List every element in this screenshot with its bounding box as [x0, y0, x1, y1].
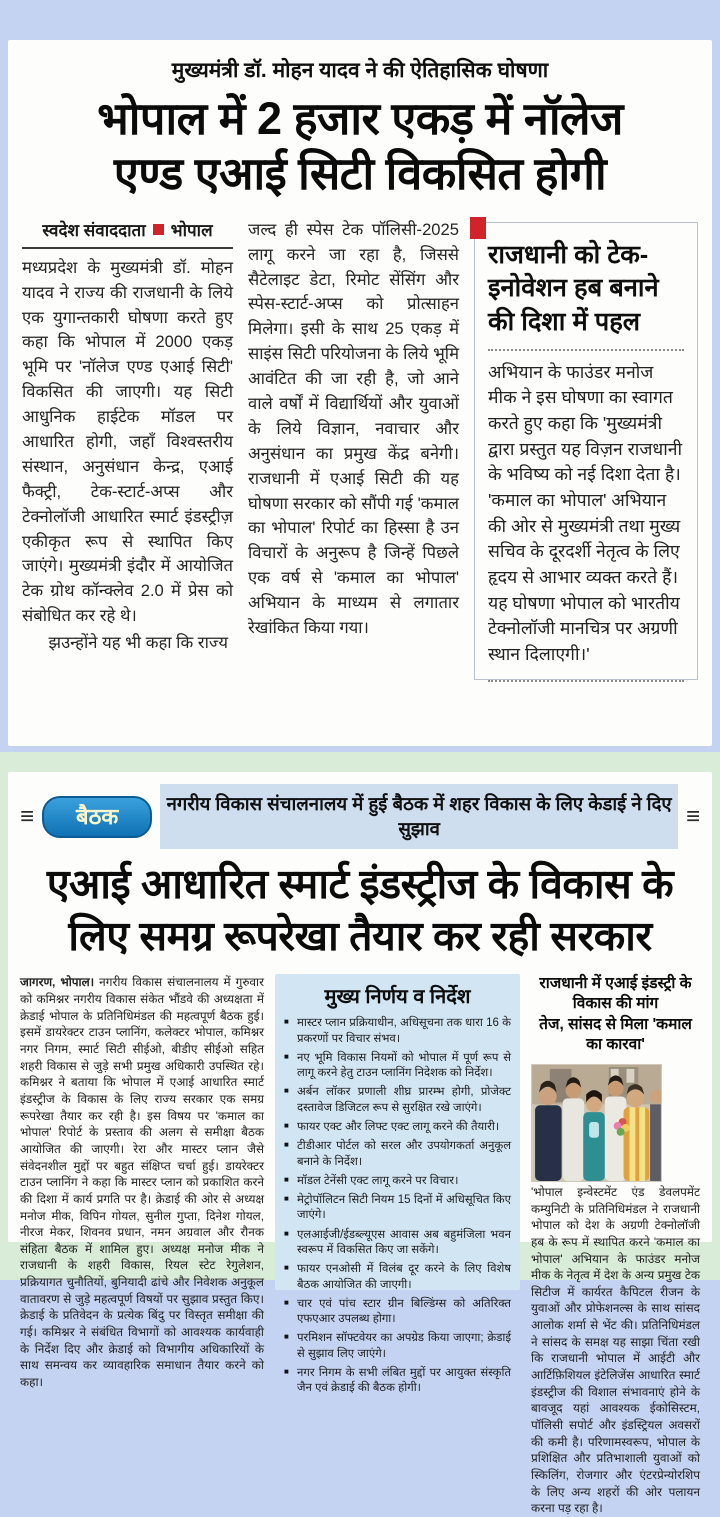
top-body-paragraph-3: जल्द ही स्पेस टेक पॉलिसी-2025 लागू करने जा रहा है, जिससे सैटेलाइट डेटा, रिमोट सेंसिंग और स्पेस-स्टार्ट-अप्स को प्रोत्साहन मिलेगा। इसी के साथ 25 एकड़ में साइंस सिटी परियोजना के लिये भूमि आवंटित की जा रही है, जो आने वाले वर्षों में विद्यार्थियों और युवाओं के लिये विज्ञान, नवाचार और अनुसंधान का प्रमुख केंद्र बनेगी। राजधानी में एआई सिटी की यह घोषणा सरकार को सौंपी गई 'कमाल का भोपाल' रिपोर्ट का हिस्सा है उन विचारों के अनुरूप है जिन्हें पिछले एक वर्ष से 'कमाल का भोपाल' अभियान के माध्यम से लगातार रेखांकित किया गया। [248, 219, 459, 638]
top-article-card [8, 40, 712, 746]
rule-bars-left-icon: ≡ [20, 802, 35, 830]
bottom-article-section [0, 752, 720, 1516]
right-column-body: 'भोपाल इन्वेस्टमेंट एंड डेवलपमेंट कम्युनिटी के प्रतिनिधिमंडल ने राजधानी भोपाल को देश के अग्रणी टेक्नोलॉजी हब के रूप में स्थापित करने 'कमाल का भोपाल' अभियान के फाउंडर मनोज मीक के नेतृत्व में देश के अन्य प्रमुख टेक सिटीज में कार्यरत कैपिटल रीजन के युवाओं और प्रोफेशनल्स के साथ सांसद आलोक शर्मा से भेंट की। प्रतिनिधिमंडल ने सांसद के समक्ष यह साझा चिंता रखी कि राजधानी भोपाल में आईटी और आर्टिफ़िशियल इंटेलिजेंस आधारित स्मार्ट इंडस्ट्रीज की विशाल संभावनाएं होने के बावजूद यहां आवश्यक ईकोसिस्टम, पॉलिसी सपोर्ट और इंडस्ट्रियल अवसरों की कमी है। परिणामस्वरूप, भोपाल के प्रशिक्षित और प्रतिभाशाली युवाओं को स्किलिंग, रोजगार और एंटरप्रेन्योरशिप के लिए अन्य शहरों की ओर पलायन करना पड़ रहा है। [531, 1184, 700, 1516]
key-decision-item: ■ मॉडल टेनेंसी एक्ट लागू करने पर विचार। [284, 1174, 511, 1189]
right-heading-line1: राजधानी में एआई इंडस्ट्री के विकास की मांग [539, 975, 692, 1013]
top-article-columns [22, 218, 698, 680]
top-article-column-1 [22, 218, 233, 680]
right-heading-line2: तेज, सांसद से मिला 'कमाल का कारवा' [539, 1015, 692, 1053]
bottom-headline-line2: लिए समग्र रूपरेखा तैयार कर रही सरकार [68, 912, 652, 959]
byline [22, 218, 233, 249]
bottom-headline [20, 859, 700, 962]
rule-bars-right-icon: ≡ [685, 802, 700, 830]
key-decisions-box [275, 974, 520, 1395]
red-corner-icon [470, 217, 486, 239]
key-decision-item: ■ फायर एनओसी में विलंब दूर करने के लिए विशेष बैठक आयोजित की जाएगी। [284, 1262, 511, 1293]
top-kicker: मुख्यमंत्री डॉ. मोहन यादव ने की ऐतिहासिक घोषणा [171, 59, 549, 82]
key-decision-item: ■ परमिशन सॉफ्टवेयर का अपग्रेड किया जाएगा; क्रेडाई से सुझाव लिए जाएंगे। [284, 1331, 511, 1362]
key-decision-item: ■ नए भूमि विकास नियमों को भोपाल में पूर्ण रूप से लागू करने हेतु टाउन प्लानिंग निदेशक को निर्देश। [284, 1051, 511, 1082]
key-decision-item: ■ मेट्रोपॉलिटन सिटी नियम 15 दिनों में अधिसूचित किए जाएंगे। [284, 1193, 511, 1224]
top-headline-line1: भोपाल में 2 हजार एकड़ में नॉलेज [97, 93, 623, 144]
key-decision-item: ■ टीडीआर पोर्टल को सरल और उपयोगकर्ता अनुकूल बनाने के निर्देश। [284, 1139, 511, 1170]
sidebar-title-line1: राजधानी को टेक- [488, 240, 649, 269]
key-decisions-title: मुख्य निर्णय व निर्देश [324, 986, 471, 1009]
sidebar-title-line2: इनोवेशन हब बनाने [488, 274, 659, 303]
bottom-left-body: नगरीय विकास संचालनालय में गुरुवार को कमिश्नर नगरीय विकास संकेत भौंडवे की अध्यक्षता में क्रेडाई भोपाल के प्रतिनिधिमंडल की महत्वपूर्ण बैठक हुई। इसमें डायरेक्टर टाउन प्लानिंग, कलेक्टर भोपाल, कमिश्नर नगर निगम, स्मार्ट सिटी सीईओ, बीडीए सीईओ सहित शहरी विकास से जुड़े सभी प्रमुख अधिकारी उपस्थित रहे। कमिश्नर ने बताया कि भोपाल में एआई आधारित स्मार्ट इंडस्ट्रीज के विकास के लिए राज्य सरकार एक समग्र रूपरेखा तैयार कर रही है। इस विषय पर 'कमाल का भोपाल' रिपोर्ट के प्रस्ताव की अलग से समीक्षा बैठक आयोजित की जाएगी। रेरा और मास्टर प्लान जैसे संवेदनशील मुद्दों पर बहुत संक्षिप्त चर्चा हुई। डायरेक्टर टाउन प्लानिंग ने कहा कि मास्टर प्लान को प्रकाशित करने की दिशा में कार्य प्रगति पर है। क्रेडाई की ओर से अध्यक्ष मनोज मीक, विपिन गोयल, सुनील गुप्ता, दिनेश गोयल, नीरज मेकर, शिवनव प्रधान, नमन अग्रवाल और रौनक संहिता बैठक में शामिल हुए। अध्यक्ष मनोज मीक ने राजधानी के शहरी विकास, रियल स्टेट रेगुलेशन, प्रक्रियागत चुनौतियों, बुनियादी ढांचे और निवेशक अनुकूल वातावरण से जुड़े महत्वपूर्ण विषयों पर सुझाव प्रस्तुत किए। क्रेडाई के प्रतिवेदन के प्रत्येक बिंदु पर विस्तृत समीक्षा की गई। कमिश्नर ने संबंधित विभागों को आवश्यक कार्यवाही के निर्देश दिए और क्रेडाई को विभागीय अधिकारियों के साथ समन्वय कर व्यावहारिक समाधान तैयार करने को कहा। [20, 975, 264, 1390]
top-headline [22, 92, 698, 202]
key-decision-item: ■ एलआईजी/ईडब्ल्यूएस आवास अब बहुमंजिला भवन स्वरूप में विकसित किए जा सकेंगे। [284, 1228, 511, 1259]
reaction-sidebar-box [474, 222, 698, 680]
right-column-body-wrap [531, 1062, 700, 1517]
key-decision-item: ■ चार एवं पांच स्टार ग्रीन बिल्डिंग्स को अतिरिक्त एफएआर उपलब्ध होगा। [284, 1297, 511, 1328]
top-article-column-2 [248, 218, 459, 680]
top-body-paragraph-1: मध्यप्रदेश के मुख्यमंत्री डॉ. मोहन यादव ने राज्य की राजधानी के लिये एक युगान्तकारी घोषणा करते हुए कहा कि भोपाल में 2000 एकड़ भूमि पर 'नॉलेज एण्ड एआई सिटी' विकसित की जाएगी। यह सिटी आधुनिक हाईटेक मॉडल पर आधारित होगी, जहाँ विश्वस्तरीय संस्थान, अनुसंधान केन्द्र, एआई फैक्ट्री, टेक-स्टार्ट-अप्स और टेक्नोलॉजी आधारित स्मार्ट इंडस्ट्रीज़ एकीकृत रूप से स्थापित किए जाएंगे। मुख्यमंत्री इंदौर में आयोजित टेक ग्रोथ कॉन्क्लेव 2.0 में प्रेस को संबोधित कर रहे थे। [22, 257, 233, 626]
bottom-article-columns [20, 974, 700, 1517]
strap-line: नगरीय विकास संचालनालय में हुई बैठक में शहर विकास के लिए केडाई ने दिए सुझाव [160, 784, 678, 849]
top-body-paragraph-2: झउन्होंने यह भी कहा कि राज्य [48, 633, 229, 653]
bottom-left-column [20, 974, 264, 1517]
key-decision-item: ■ फायर एक्ट और लिफ्ट एक्ट लागू करने की तैयारी। [284, 1120, 511, 1135]
key-decisions-list [284, 1016, 511, 1396]
sidebar-title-line3: की दिशा में पहल [488, 308, 641, 337]
key-decision-item: ■ मास्टर प्लान प्रक्रियाधीन, अधिसूचना तक धारा 16 के प्रकरणों पर विचार संभव। [284, 1016, 511, 1047]
top-article-column-3 [474, 218, 698, 680]
right-column-heading [531, 974, 700, 1055]
byline-city: भोपाल [170, 220, 213, 240]
key-decision-item: ■ नगर निगम के सभी लंबित मुद्दों पर आयुक्त संस्कृति जैन एवं क्रेडाई की बैठक होगी। [284, 1366, 511, 1397]
section-badge: बैठक [42, 796, 152, 838]
byline-square-icon [153, 224, 164, 235]
key-decision-item: ■ अर्बन लॉकर प्रणाली शीघ्र प्रारम्भ होगी, प्रोजेक्ट दस्तावेज डिजिटल रूप से सुरक्षित रखे जाएंगे। [284, 1085, 511, 1116]
byline-author: स्वदेश संवाददाता [42, 220, 146, 240]
dateline-lead: जागरण, भोपाल। [20, 975, 95, 990]
sidebar-title [488, 239, 684, 351]
bottom-right-column [531, 974, 700, 1517]
sidebar-body: अभियान के फाउंडर मनोज मीक ने इस घोषणा का स्वागत करते हुए कहा कि 'मुख्यमंत्री द्वारा प्रस्तुत यह विज़न राजधानी के भविष्य को नई दिशा देता है। 'कमाल का भोपाल' अभियान की ओर से मुख्यमंत्री तथा मुख्य सचिव के दूरदर्शी नेतृत्व के लिए हृदय से आभार व्यक्त करते हैं। यह घोषणा भोपाल को भारतीय टेक्नोलॉजी मानचित्र पर अग्रणी स्थान दिलाएगी।' [488, 360, 684, 682]
bottom-article-card [8, 772, 712, 1516]
meeting-photo [531, 1064, 662, 1182]
bottom-headline-line1: एआई आधारित स्मार्ट इंडस्ट्रीज के विकास के [46, 861, 674, 907]
top-article-section [0, 0, 720, 752]
badge-row [20, 784, 700, 849]
top-headline-line2: एण्ड एआई सिटी विकसित होगी [113, 147, 607, 199]
